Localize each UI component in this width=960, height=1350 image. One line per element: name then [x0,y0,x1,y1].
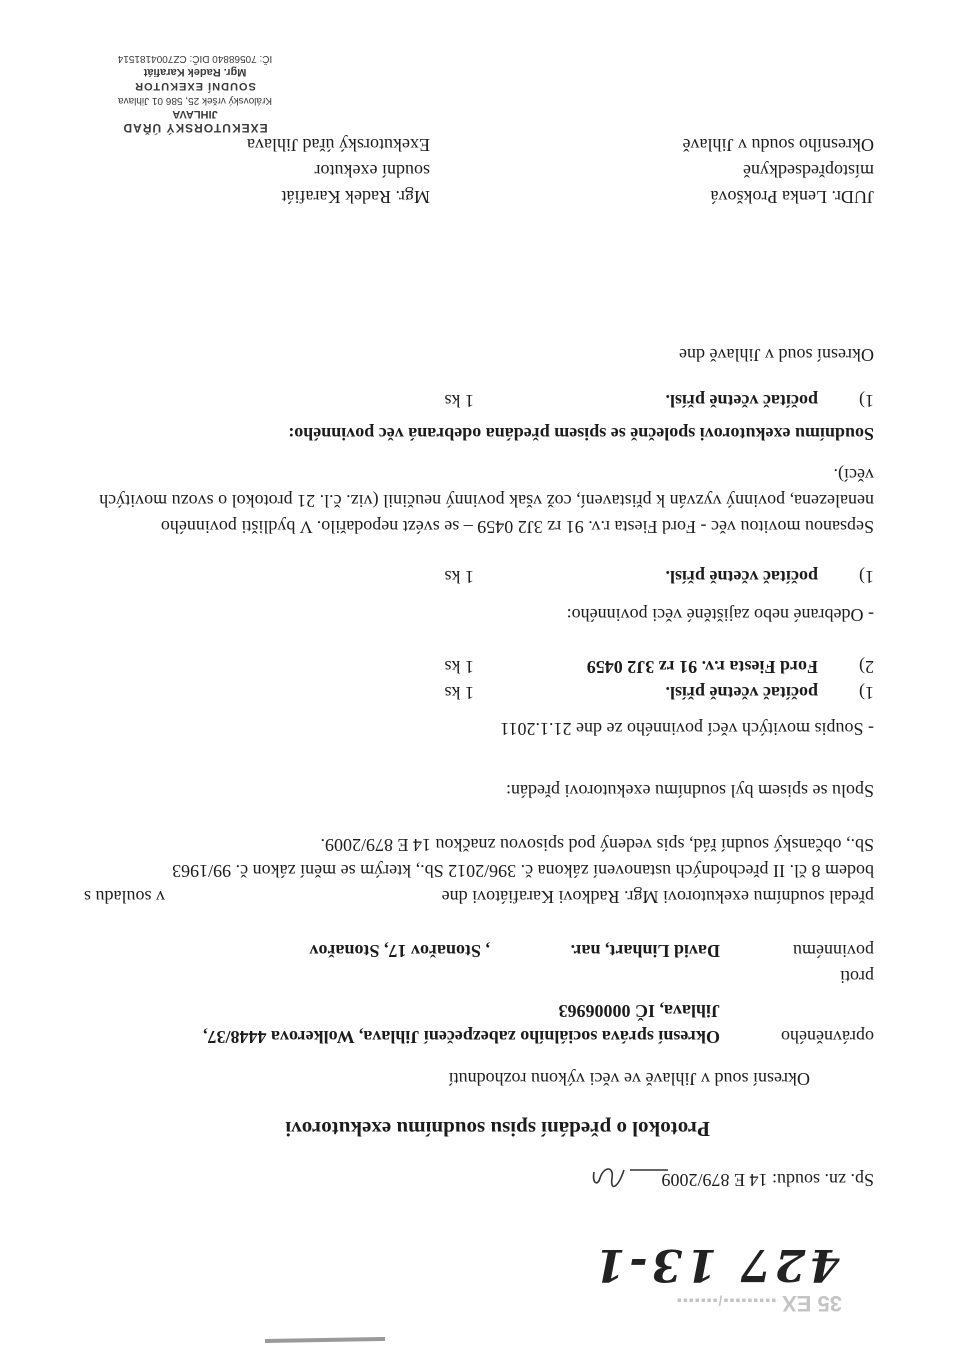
document-title: Protokol o předání spisu soudnímu exekutorovi [285,1117,710,1141]
handover-items-heading: Soudnímu exekutorovi společně se spisem předána odebraná věc povinného: [288,424,874,444]
stamp-line5: Mgr. Radek Karafiát [143,66,247,78]
signer-name: JUDr. Lenka Prokšová [710,187,874,207]
item-quantity: 1 ks [444,657,474,677]
signer-office: Exekutorský úřad Jihlava [247,135,430,155]
handover-paragraph-line2: bodem 8 čl. II přechodných ustanovení zákona č. 396/2012 Sb., kterým se mění zákon č. 99/1963 [172,861,874,881]
handover-paragraph-line1-right: v souladu s [84,887,165,907]
stamp-line4: SOUDNÍ EXEKUTOR [134,80,256,92]
item-quantity: 1 ks [444,567,474,587]
vehicle-note-line3: věcí). [833,465,874,485]
vehicle-note-line2: nenalezena, povinný vyzván k přistavení, což však povinný neučinil (viz. č.l. 21 protokol o svozu movitých [99,491,874,511]
signer-role: soudní exekutor [314,161,430,181]
handover-paragraph [84,832,874,910]
file-reference: Sp. zn. soudu: 14 E 879/2009 [661,1170,874,1190]
item-number: 1) [859,391,874,411]
item-quantity: 1 ks [444,683,474,703]
vehicle-note-paragraph [84,462,874,540]
copies-stamp [632,1286,842,1316]
scan-edge-mark [265,1337,385,1343]
item-name: počítač včetně přísl. [665,683,818,703]
copies-stamp-text: 35 EX [782,1291,842,1316]
inventory-heading: - Soupis movitých věcí povinného ze dne 21.1.2011 [500,719,874,739]
stamp-line2: JIHLAVA [172,108,218,120]
obliged-name: David Linhart, nar. [570,941,720,961]
signature-block-executor [70,132,430,210]
item-number: 1) [859,567,874,587]
handover-paragraph-line1 [84,884,874,910]
handwritten-initials [580,1160,670,1200]
signature-block-judge [514,132,874,210]
item-number: 2) [859,657,874,677]
item-name: počítač včetně přísl. [665,391,818,411]
entitled-party-line1: Okresní správa sociálního zabezpečení Jihlava, Wolkerova 4448/37, [202,1027,720,1047]
stamp-line1: EXEKUTORSKÝ ÚŘAD [122,121,268,135]
handwritten-number: 427 13-1 [590,1239,840,1290]
entitled-party-line2: Jihlava, IČ 00006963 [558,1001,720,1021]
obliged-label: povinnému [793,941,874,961]
delivered-with-heading: Spolu se spisem byl soudnímu exekutorovi předán: [506,781,874,801]
court-decision-line: Okresní soud v Jihlavě ve věci výkonu rozhodnutí [448,1069,810,1089]
against-label: proti [840,967,874,987]
stamp-line6: IČ: 70568840 DIČ: CZ7004181514 [117,53,273,64]
copies-stamp-dots: ▪▪▪▪▪▪▪▪▪/▪▪▪▪▪▪▪ [675,1293,777,1309]
vehicle-note-line1: Sepsanou movitou věc - Ford Fiesta r.v. 91 rz 3J2 0459 – se svézt nepodařilo. V bydlišti povinného [160,517,874,537]
seized-heading: - Odebrané nebo zajištěné věci povinného: [566,605,874,625]
item-quantity: 1 ks [444,391,474,411]
date-line: Okresní soud v Jihlavě dne [679,345,874,365]
handover-paragraph-line1-left: předal soudnímu exekutorovi Mgr. Radkovi Karafiátovi dne [441,887,874,907]
item-name: Ford Fiesta r.v. 91 rz 3J2 0459 [586,657,818,677]
item-number: 1) [859,683,874,703]
signer-office: Okresního soudu v Jihlavě [682,135,874,155]
entitled-label: oprávněného [781,1027,874,1047]
item-name: počítač včetně přísl. [665,567,818,587]
signer-role: místopředsedkyně [743,161,874,181]
office-stamp [70,51,320,135]
stamp-line3: Královský vršek 25, 586 01 Jihlava [118,95,272,106]
obliged-address: , Stonařov 17, Stonařov [309,941,490,961]
handover-paragraph-line3: Sb., občanský soudní řád, spis vedený pod spisovou značkou 14 E 879/2009. [320,835,874,855]
signer-name: Mgr. Radek Karafiát [281,187,430,207]
